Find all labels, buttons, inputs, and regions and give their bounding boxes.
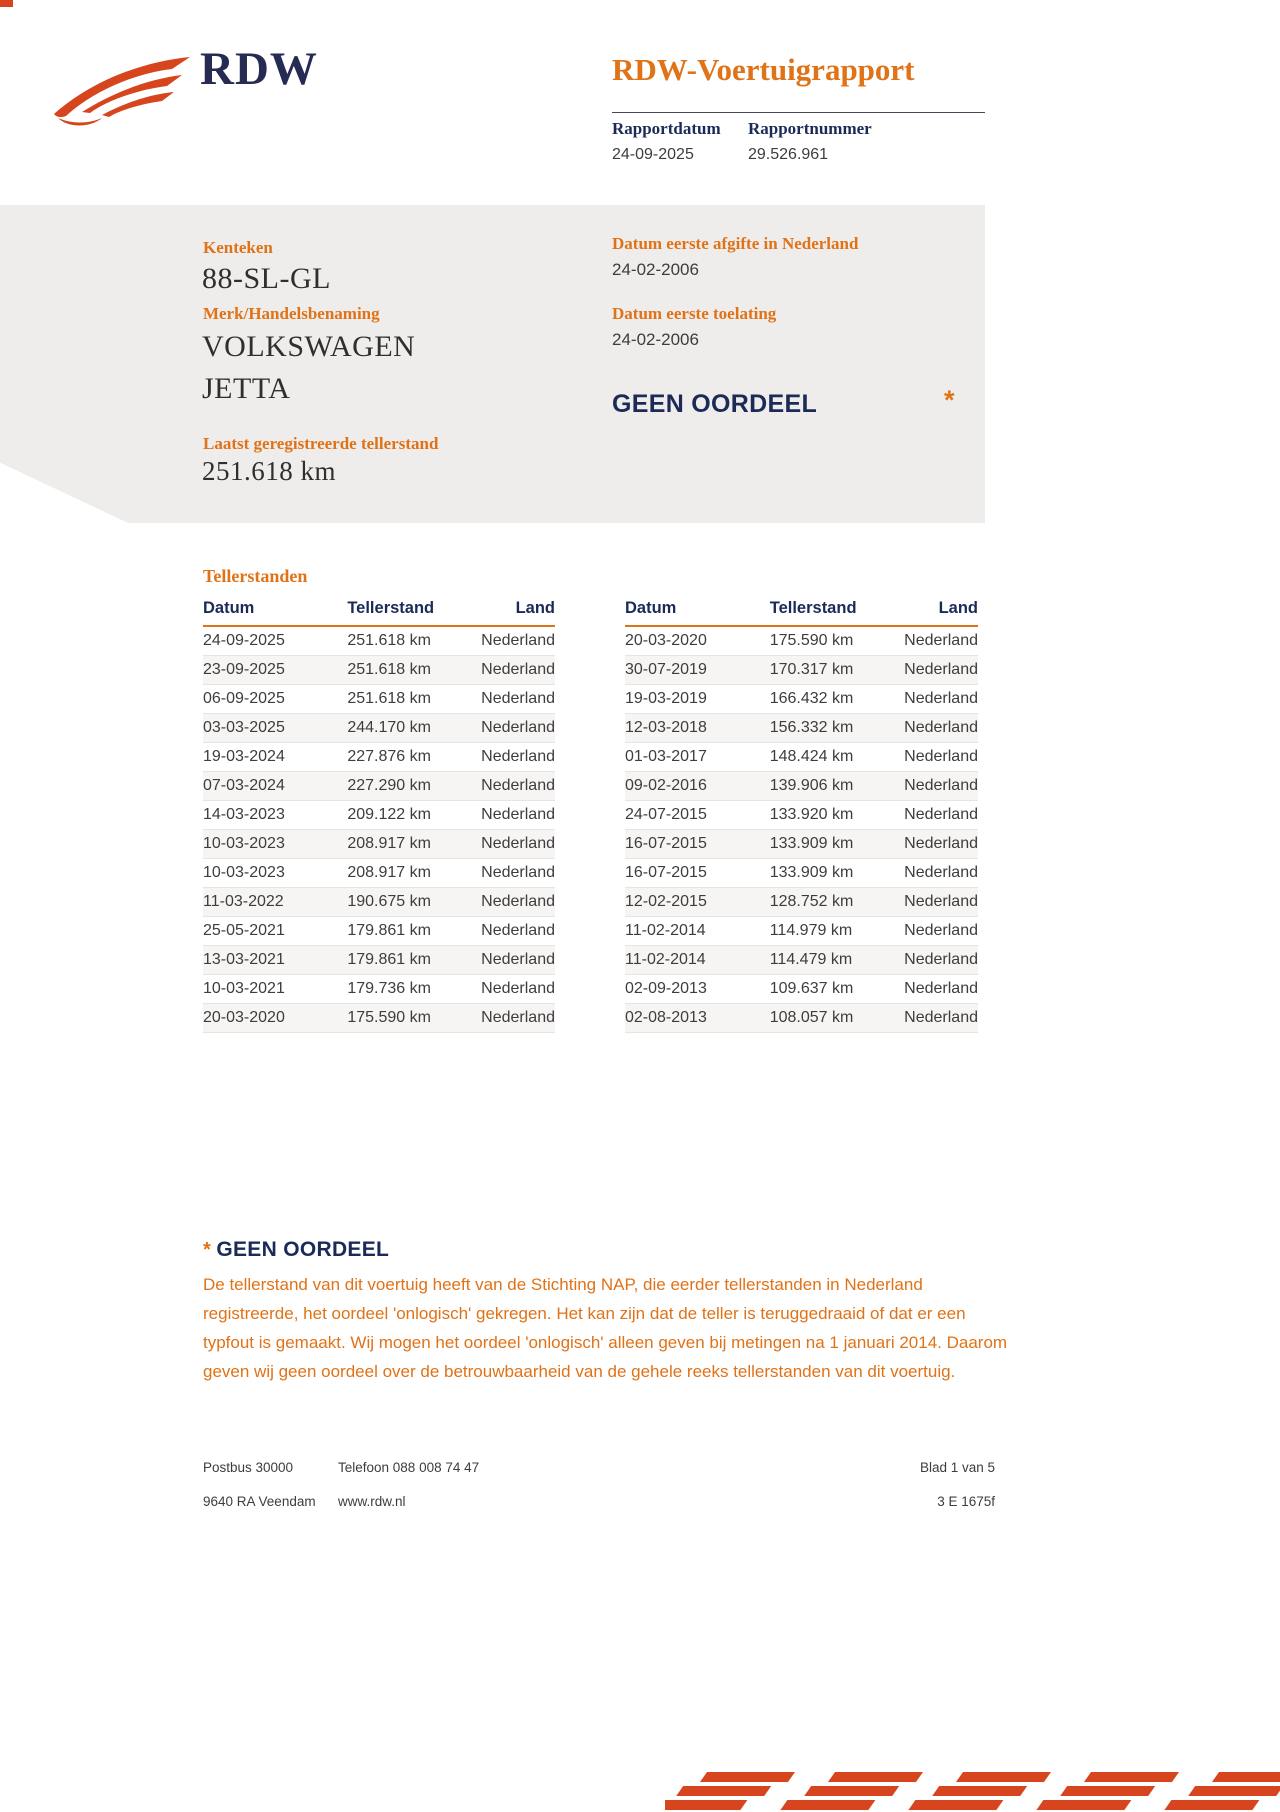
footnote-title: GEEN OORDEEL — [216, 1238, 390, 1261]
cell-tellerstand: 170.317 km — [770, 656, 894, 685]
cell-tellerstand: 227.876 km — [347, 743, 470, 772]
cell-land: Nederland — [893, 743, 978, 772]
cell-datum: 07-03-2024 — [203, 772, 347, 801]
cell-datum: 10-03-2021 — [203, 975, 347, 1004]
oordeel-status: GEEN OORDEEL — [612, 390, 818, 418]
table-row — [203, 656, 555, 685]
cell-land: Nederland — [471, 743, 556, 772]
cell-datum: 25-05-2021 — [203, 917, 347, 946]
corner-accent-mark — [0, 0, 13, 7]
cell-land: Nederland — [893, 888, 978, 917]
table-header-row — [203, 594, 555, 626]
cell-land: Nederland — [893, 656, 978, 685]
column-header-datum: Datum — [625, 594, 770, 626]
merk-value-line1: VOLKSWAGEN — [202, 330, 416, 363]
cell-land: Nederland — [471, 830, 556, 859]
kenteken-label: Kenteken — [203, 238, 273, 257]
table-row — [625, 656, 978, 685]
cell-land: Nederland — [893, 772, 978, 801]
cell-tellerstand: 251.618 km — [347, 656, 470, 685]
tellerstand-label: Laatst geregistreerde tellerstand — [203, 434, 439, 453]
table-row — [203, 801, 555, 830]
column-header-tellerstand: Tellerstand — [347, 594, 470, 626]
cell-tellerstand: 139.906 km — [770, 772, 894, 801]
cell-tellerstand: 114.479 km — [770, 946, 894, 975]
cell-tellerstand: 208.917 km — [347, 830, 470, 859]
cell-tellerstand: 148.424 km — [770, 743, 894, 772]
cell-tellerstand: 133.909 km — [770, 859, 894, 888]
cell-tellerstand: 109.637 km — [770, 975, 894, 1004]
cell-datum: 06-09-2025 — [203, 685, 347, 714]
cell-datum: 24-09-2025 — [203, 626, 347, 656]
table-row — [203, 685, 555, 714]
cell-land: Nederland — [893, 1004, 978, 1033]
report-date-value: 24-09-2025 — [612, 146, 694, 163]
report-date-label: Rapportdatum — [612, 119, 721, 138]
column-header-land: Land — [471, 594, 556, 626]
table-row — [625, 917, 978, 946]
table-row — [203, 743, 555, 772]
cell-land: Nederland — [471, 772, 556, 801]
table-row — [625, 626, 978, 656]
footer-form-code: 3 E 1675f — [937, 1494, 995, 1509]
cell-tellerstand: 175.590 km — [347, 1004, 470, 1033]
cell-land: Nederland — [471, 801, 556, 830]
column-header-tellerstand: Tellerstand — [770, 594, 894, 626]
cell-land: Nederland — [893, 626, 978, 656]
table-row — [625, 946, 978, 975]
cell-datum: 24-07-2015 — [625, 801, 770, 830]
cell-tellerstand: 251.618 km — [347, 626, 470, 656]
table-row — [203, 946, 555, 975]
footer-page-number: Blad 1 van 5 — [919, 1460, 995, 1475]
table-row — [625, 743, 978, 772]
table-row — [625, 888, 978, 917]
cell-datum: 19-03-2019 — [625, 685, 770, 714]
cell-tellerstand: 166.432 km — [770, 685, 894, 714]
cell-tellerstand: 251.618 km — [347, 685, 470, 714]
cell-tellerstand: 133.920 km — [770, 801, 894, 830]
cell-datum: 20-03-2020 — [203, 1004, 347, 1033]
tellerstand-value: 251.618 km — [202, 456, 337, 486]
cell-land: Nederland — [893, 801, 978, 830]
tellerstanden-table-right — [625, 594, 978, 1033]
header-divider — [612, 112, 985, 113]
cell-land: Nederland — [893, 830, 978, 859]
afgifte-value: 24-02-2006 — [612, 260, 699, 279]
oordeel-asterisk: * — [944, 385, 955, 415]
footer-address-line1: Postbus 30000 — [203, 1460, 294, 1475]
cell-tellerstand: 179.736 km — [347, 975, 470, 1004]
table-row — [625, 772, 978, 801]
table-row — [625, 685, 978, 714]
cell-land: Nederland — [471, 917, 556, 946]
cell-land: Nederland — [471, 1004, 556, 1033]
footer-address-line2: 9640 RA Veendam — [203, 1494, 316, 1509]
cell-datum: 30-07-2019 — [625, 656, 770, 685]
cell-tellerstand: 179.861 km — [347, 946, 470, 975]
afgifte-label: Datum eerste afgifte in Nederland — [612, 234, 859, 253]
cell-land: Nederland — [893, 859, 978, 888]
footnote-text: De tellerstand van dit voertuig heeft van de Stichting NAP, die eerder tellerstanden in Nederland registreerde, het oordeel 'onlogisch' gekregen. Het kan zijn dat de teller is teruggedraaid of dat er een typfout is gemaakt. Wij mogen het oordeel 'onlogisch' alleen geven bij metingen na 1 januari 2014. Daarom geven wij geen oordeel over de betrouwbaarheid van de gehele reeks tellerstanden van dit voertuig. — [203, 1275, 1008, 1381]
cell-tellerstand: 156.332 km — [770, 714, 894, 743]
cell-datum: 10-03-2023 — [203, 830, 347, 859]
page-title: RDW-Voertuigrapport — [612, 52, 915, 87]
cell-land: Nederland — [471, 859, 556, 888]
tellerstanden-heading: Tellerstanden — [203, 566, 308, 586]
footer-website: www.rdw.nl — [338, 1494, 406, 1509]
merk-value-line2: JETTA — [202, 372, 291, 405]
cell-datum: 12-03-2018 — [625, 714, 770, 743]
footer-phone: Telefoon 088 008 74 47 — [338, 1460, 480, 1475]
cell-tellerstand: 175.590 km — [770, 626, 894, 656]
cell-tellerstand: 227.290 km — [347, 772, 470, 801]
cell-land: Nederland — [471, 685, 556, 714]
tellerstanden-table-left — [203, 594, 555, 1033]
report-number-label: Rapportnummer — [748, 119, 872, 138]
cell-tellerstand: 108.057 km — [770, 1004, 894, 1033]
cell-datum: 10-03-2023 — [203, 859, 347, 888]
table-row — [625, 1004, 978, 1033]
table-header-row — [625, 594, 978, 626]
table-row — [625, 830, 978, 859]
cell-land: Nederland — [471, 975, 556, 1004]
cell-datum: 19-03-2024 — [203, 743, 347, 772]
cell-land: Nederland — [893, 714, 978, 743]
cell-datum: 02-08-2013 — [625, 1004, 770, 1033]
cell-land: Nederland — [471, 626, 556, 656]
cell-tellerstand: 133.909 km — [770, 830, 894, 859]
cell-datum: 03-03-2025 — [203, 714, 347, 743]
table-row — [625, 975, 978, 1004]
rdw-logo-wordmark: RDW — [200, 43, 318, 95]
footnote-asterisk: * — [203, 1239, 211, 1261]
table-row — [203, 714, 555, 743]
cell-datum: 16-07-2015 — [625, 859, 770, 888]
column-header-land: Land — [893, 594, 978, 626]
table-row — [203, 917, 555, 946]
cell-datum: 12-02-2015 — [625, 888, 770, 917]
table-row — [203, 830, 555, 859]
cell-tellerstand: 190.675 km — [347, 888, 470, 917]
cell-land: Nederland — [471, 946, 556, 975]
cell-land: Nederland — [471, 656, 556, 685]
cell-datum: 11-03-2022 — [203, 888, 347, 917]
cell-tellerstand: 208.917 km — [347, 859, 470, 888]
rdw-stripe-pattern — [665, 1768, 1280, 1812]
footnote-heading — [203, 1238, 389, 1262]
cell-tellerstand: 114.979 km — [770, 917, 894, 946]
table-row — [203, 772, 555, 801]
cell-tellerstand: 128.752 km — [770, 888, 894, 917]
table-row — [203, 626, 555, 656]
cell-datum: 02-09-2013 — [625, 975, 770, 1004]
table-row — [625, 714, 978, 743]
cell-datum: 13-03-2021 — [203, 946, 347, 975]
cell-datum: 11-02-2014 — [625, 917, 770, 946]
rdw-wing-icon — [52, 125, 192, 142]
cell-land: Nederland — [893, 917, 978, 946]
table-row — [203, 975, 555, 1004]
cell-datum: 01-03-2017 — [625, 743, 770, 772]
cell-datum: 14-03-2023 — [203, 801, 347, 830]
table-row — [203, 859, 555, 888]
cell-datum: 09-02-2016 — [625, 772, 770, 801]
table-row — [625, 801, 978, 830]
cell-land: Nederland — [893, 975, 978, 1004]
toelating-label: Datum eerste toelating — [612, 304, 777, 323]
table-row — [203, 1004, 555, 1033]
report-number-value: 29.526.961 — [748, 146, 829, 163]
table-row — [203, 888, 555, 917]
cell-datum: 11-02-2014 — [625, 946, 770, 975]
cell-land: Nederland — [893, 946, 978, 975]
column-header-datum: Datum — [203, 594, 347, 626]
merk-label: Merk/Handelsbenaming — [203, 304, 380, 323]
cell-datum: 20-03-2020 — [625, 626, 770, 656]
cell-datum: 23-09-2025 — [203, 656, 347, 685]
cell-tellerstand: 209.122 km — [347, 801, 470, 830]
cell-land: Nederland — [471, 714, 556, 743]
cell-land: Nederland — [893, 685, 978, 714]
table-row — [625, 859, 978, 888]
cell-tellerstand: 179.861 km — [347, 917, 470, 946]
toelating-value: 24-02-2006 — [612, 330, 699, 349]
rdw-logo — [52, 52, 192, 138]
cell-tellerstand: 244.170 km — [347, 714, 470, 743]
cell-land: Nederland — [471, 888, 556, 917]
cell-datum: 16-07-2015 — [625, 830, 770, 859]
kenteken-value: 88-SL-GL — [202, 262, 331, 295]
